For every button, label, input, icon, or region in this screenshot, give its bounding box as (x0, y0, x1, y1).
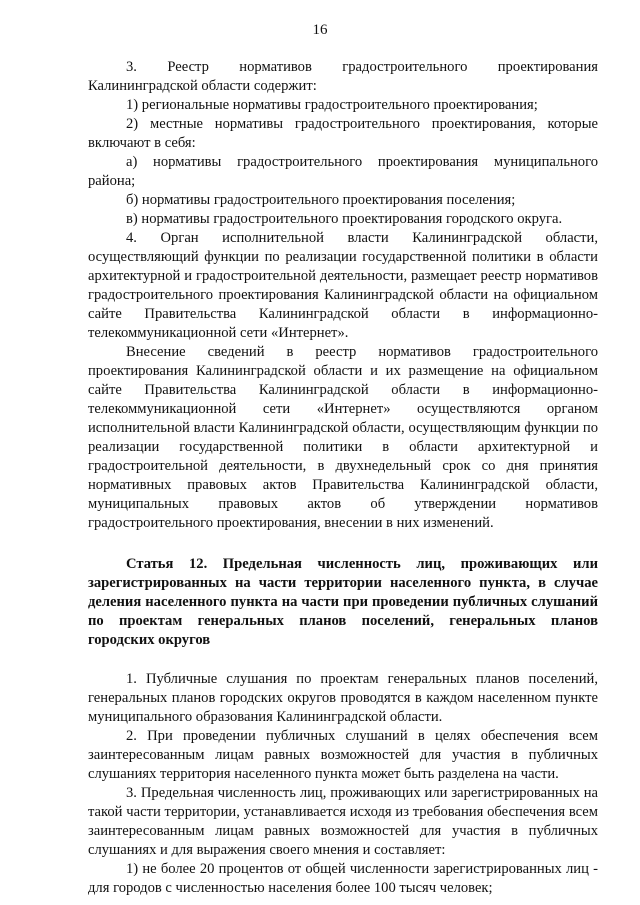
article-heading: Статья 12. Предельная численность лиц, проживающих или зарегистрированных на части территории населенного пункта, в случае деления населенного пункта на части при проведении публичных слушаний по проектам генеральных планов поселений, генеральных планов городских округов (88, 556, 598, 648)
paragraph: 3. Реестр нормативов градостроительного проектирования Калининградской области содержит: (88, 59, 598, 94)
paragraph: в) нормативы градостроительного проектирования городского округа. (126, 211, 563, 227)
paragraph: 2. При проведении публичных слушаний в целях обеспечения всем заинтересованным лицам равных возможностей для участия в публичных слушаниях территория населенного пункта может быть разделена на части. (88, 728, 598, 782)
document-body (88, 58, 598, 898)
paragraph: 1. Публичные слушания по проектам генеральных планов поселений, генеральных планов городских округов проводятся в каждом населенном пункте муниципального образования Калининградской области. (88, 671, 598, 725)
paragraph: 1) региональные нормативы градостроительного проектирования; (126, 97, 538, 113)
paragraph: 4. Орган исполнительной власти Калининградской области, осуществляющий функции по реализации государственной политики в области архитектурной и градостроительной деятельности, размещает реестр нормативов градостроительного проектирования Калининградской области на официальном сайте Правительства Калининградской области в информационно-телекоммуникационной сети «Интернет». (88, 230, 598, 341)
paragraph: 2) местные нормативы градостроительного проектирования, которые включают в себя: (88, 116, 598, 151)
page-number: 16 (312, 22, 328, 38)
paragraph: б) нормативы градостроительного проектирования поселения; (126, 192, 516, 208)
paragraph: а) нормативы градостроительного проектирования муниципального района; (88, 154, 598, 189)
paragraph: 3. Предельная численность лиц, проживающих или зарегистрированных на такой части территории, устанавливается исходя из требования обеспечения всем заинтересованным лицам равных возможностей для участия в публичных слушаниях и для выражения своего мнения и составляет: (88, 785, 598, 858)
paragraph: 1) не более 20 процентов от общей численности зарегистрированных лиц - для городов с численностью населения более 100 тысяч человек; (88, 861, 598, 896)
paragraph: Внесение сведений в реестр нормативов градостроительного проектирования Калининградской области и их размещение на официальном сайте Правительства Калининградской области в информационно-телекоммуникационной сети «Интернет» осуществляются органом исполнительной власти Калининградской области, осуществляющим функции по реализации государственной политики в области архитектурной и градостроительной деятельности, в двухнедельный срок со дня принятия нормативных правовых актов Правительства Калининградской области, муниципальных правовых актов об утверждении нормативов градостроительного проектирования, внесении в них изменений. (88, 344, 598, 531)
